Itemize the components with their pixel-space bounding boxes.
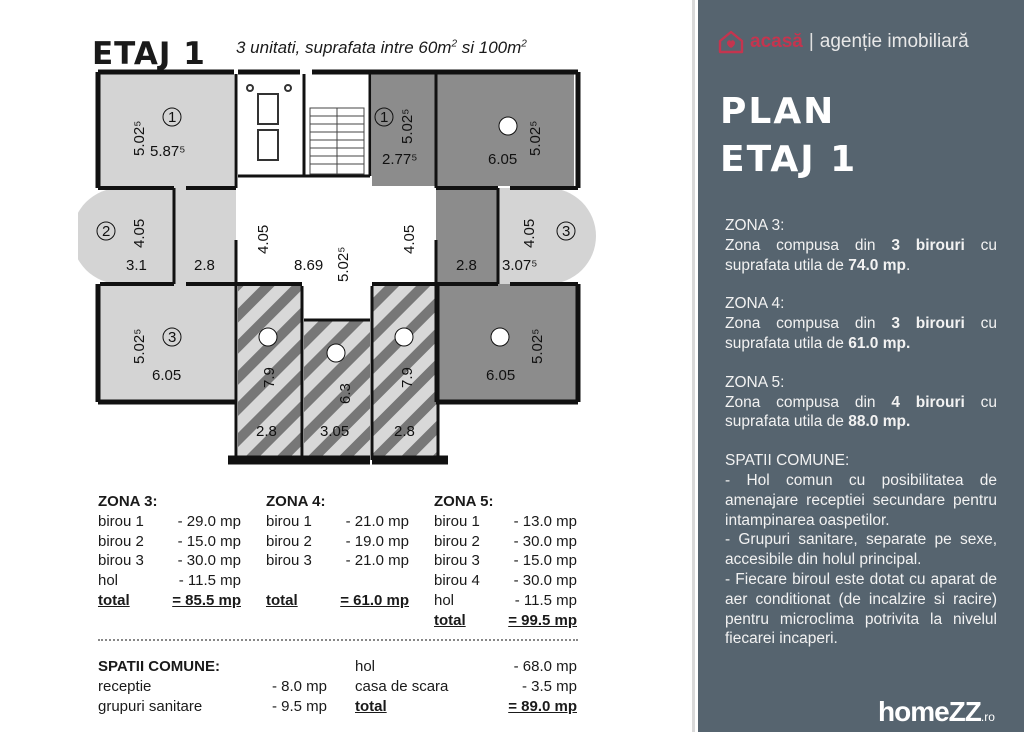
spatii-desc	[725, 451, 997, 649]
spatii-row	[98, 697, 327, 717]
plan-heading	[720, 88, 857, 184]
row-label: casa de scara	[355, 677, 449, 695]
zone-row	[434, 591, 577, 611]
zone-4-table	[266, 492, 409, 611]
dim-label: 2.8	[256, 423, 277, 440]
plan-heading-line2: ETAJ 1	[720, 139, 858, 180]
zone-row	[98, 532, 241, 552]
row-value: - 13.0 mp	[513, 512, 577, 530]
spatii-left	[98, 657, 327, 716]
superscript-2: 2	[521, 38, 527, 50]
zone-row	[266, 551, 409, 571]
desc-bold: 88.0 mp.	[848, 413, 911, 431]
total-label: total	[355, 697, 387, 715]
homezz-text: homeZZ	[878, 696, 981, 727]
spatii-total	[355, 697, 577, 717]
spatii-right	[355, 657, 577, 716]
desc-head: ZONA 3:	[725, 217, 785, 234]
brand-name: acasă	[750, 31, 803, 52]
total-label: total	[266, 591, 298, 609]
homezz-logo[interactable]	[878, 696, 995, 728]
dim-label: 7.9	[261, 367, 278, 388]
total-value: = 89.0 mp	[508, 697, 577, 715]
homezz-tld: .ro	[980, 710, 995, 724]
desc-text: cu suprafata utila de	[725, 315, 997, 352]
desc-item: - Fiecare biroul este dotat cu aparat de aer conditionat (de incalzire si racire) pentru microclima potrivita la nivelul fiecarei incaperi.	[725, 570, 997, 648]
total-value: = 85.5 mp	[172, 591, 241, 609]
divider	[692, 0, 695, 732]
zone-row	[434, 551, 577, 571]
dim-label: 5.02⁵	[527, 120, 544, 156]
dim-label: 4.05	[401, 224, 418, 254]
row-value: - 29.0 mp	[177, 512, 241, 530]
spatii-title: SPATII COMUNE:	[98, 658, 220, 675]
row-label: hol	[434, 591, 455, 609]
dim-label: 5.02⁵	[399, 108, 416, 144]
total-value: = 61.0 mp	[340, 591, 409, 609]
dim-label: 5.87⁵	[150, 143, 186, 160]
room-z3-1	[100, 74, 234, 188]
row-value: - 3.5 mp	[521, 677, 577, 695]
row-value: - 30.0 mp	[177, 552, 241, 570]
row-value: - 11.5 mp	[178, 572, 241, 590]
room-num-circle	[499, 117, 517, 135]
row-value: - 21.0 mp	[345, 512, 409, 530]
desc-head: SPATII COMUNE:	[725, 452, 850, 470]
row-label: birou 1	[434, 512, 480, 530]
dotted-separator	[98, 639, 578, 641]
room-num: 2	[102, 223, 111, 240]
dim-label: 7.9	[399, 367, 416, 388]
spatii-row	[355, 677, 577, 697]
desc-item: - Grupuri sanitare, separate pe sexe, accesibile din holul principal.	[725, 531, 997, 569]
room-num-circle	[259, 328, 277, 346]
row-label: birou 1	[266, 512, 312, 530]
zone-row	[98, 571, 241, 591]
row-value: - 8.0 mp	[271, 677, 327, 695]
dim-label: 2.8	[394, 423, 415, 440]
row-label: birou 2	[98, 532, 144, 550]
house-icon	[718, 30, 744, 54]
spatii-row	[98, 677, 327, 697]
total-label: total	[98, 591, 130, 609]
dim-label: 8.69	[294, 257, 324, 274]
staircase	[310, 108, 364, 174]
row-label: birou 3	[98, 552, 144, 570]
desc-text: Zona compusa din	[725, 315, 892, 333]
zone-total	[434, 611, 577, 631]
zone-row	[266, 532, 409, 552]
room-num-circle	[327, 344, 345, 362]
zone-5-title: ZONA 5:	[434, 493, 494, 510]
row-value: - 15.0 mp	[513, 552, 577, 570]
dim-label: 2.8	[194, 257, 215, 274]
row-value: - 11.5 mp	[514, 591, 577, 609]
row-label: birou 4	[434, 572, 480, 590]
total-value: = 99.5 mp	[508, 611, 577, 629]
desc-bold: 3 birouri	[891, 236, 965, 254]
page-subtitle	[236, 38, 527, 58]
dim-label: 4.05	[131, 218, 148, 248]
row-label: birou 2	[434, 532, 480, 550]
floor-plan	[78, 64, 618, 476]
dim-label: 6.3	[337, 383, 354, 404]
dim-label: 5.02⁵	[335, 246, 352, 282]
row-label: birou 2	[266, 532, 312, 550]
desc-bold: 61.0 mp.	[848, 334, 911, 352]
row-value: - 21.0 mp	[345, 552, 409, 570]
row-label: grupuri sanitare	[98, 697, 203, 715]
desc-text: Zona compusa din	[725, 393, 892, 411]
subtitle-mid: si 100m	[457, 38, 522, 57]
zone-row	[434, 532, 577, 552]
plan-heading-line1: PLAN	[720, 91, 836, 132]
desc-item: - Hol comun cu posibilitatea de amenajare receptiei secundare pentru intampinarea oaspetilor.	[725, 471, 997, 529]
subtitle-pre: 3 unitati, suprafata intre 60m	[236, 38, 452, 57]
row-label: birou 1	[98, 512, 144, 530]
zone-row	[434, 512, 577, 532]
zone-row	[98, 551, 241, 571]
zone-row	[266, 571, 409, 591]
zone-row	[434, 571, 577, 591]
dim-label: 6.05	[486, 367, 516, 384]
room-num: 1	[380, 109, 389, 126]
dim-label: 2.77⁵	[382, 151, 418, 168]
row-label: birou 3	[266, 552, 312, 570]
dim-label: 5.02⁵	[131, 328, 148, 364]
row-value: - 15.0 mp	[177, 532, 241, 550]
zone-3-title: ZONA 3:	[98, 493, 158, 510]
desc-bold: 3 birouri	[891, 315, 965, 333]
desc-head: ZONA 5:	[725, 373, 785, 391]
row-value: - 68.0 mp	[513, 658, 577, 675]
logo-divider: |	[808, 31, 814, 52]
row-label: receptie	[98, 677, 152, 695]
room-num: 3	[562, 223, 571, 240]
zone-total	[98, 591, 241, 611]
zone-3-table	[98, 492, 241, 611]
dim-label: 4.05	[521, 218, 538, 248]
desc-text: .	[905, 256, 911, 274]
dim-label: 2.8	[456, 257, 477, 274]
room-num: 1	[168, 109, 177, 126]
desc-text: cu suprafata utila de	[725, 393, 997, 431]
zone-row	[266, 512, 409, 532]
row-value: - 19.0 mp	[345, 532, 409, 550]
desc-bold: 4 birouri	[891, 393, 965, 411]
row-label: birou 3	[434, 552, 480, 570]
spatii-row	[355, 657, 577, 677]
room-num-circle	[491, 328, 509, 346]
dim-label: 4.05	[255, 224, 272, 254]
dim-label: 5.02⁵	[529, 328, 546, 364]
zone-row	[98, 512, 241, 532]
dim-label: 5.02⁵	[131, 120, 148, 156]
superscript-1: 2	[451, 38, 458, 50]
row-value: - 9.5 mp	[271, 697, 327, 715]
description	[725, 216, 997, 649]
room-num-circle	[395, 328, 413, 346]
row-value: - 30.0 mp	[513, 572, 577, 590]
zone-4-title: ZONA 4:	[266, 493, 326, 510]
zone-4-desc	[725, 294, 997, 353]
row-label	[266, 571, 270, 591]
zone-3-desc	[725, 216, 997, 275]
row-label: hol	[98, 572, 119, 590]
desc-text: cu suprafata utila de	[725, 236, 997, 274]
row-label: hol	[355, 658, 376, 675]
dim-label: 3.07⁵	[502, 257, 538, 274]
dim-label: 3.05	[320, 423, 350, 440]
zone-5-table	[434, 492, 577, 631]
dim-label: 6.05	[488, 151, 518, 168]
agency-logo[interactable]	[718, 30, 969, 54]
sanitary	[247, 85, 291, 160]
total-label: total	[434, 611, 466, 629]
row-value: - 30.0 mp	[513, 532, 577, 550]
desc-head: ZONA 4:	[725, 295, 785, 313]
zone-total	[266, 591, 409, 611]
dim-label: 3.1	[126, 257, 147, 274]
zone-5-desc	[725, 373, 997, 432]
dim-label: 6.05	[152, 367, 182, 384]
info-sidebar	[698, 0, 1024, 732]
agency-name: agenție imobiliară	[819, 31, 969, 52]
desc-text: Zona compusa din	[725, 236, 892, 254]
page-title: ETAJ 1	[92, 36, 206, 72]
room-num: 3	[168, 329, 177, 346]
desc-bold: 74.0 mp	[848, 256, 906, 274]
